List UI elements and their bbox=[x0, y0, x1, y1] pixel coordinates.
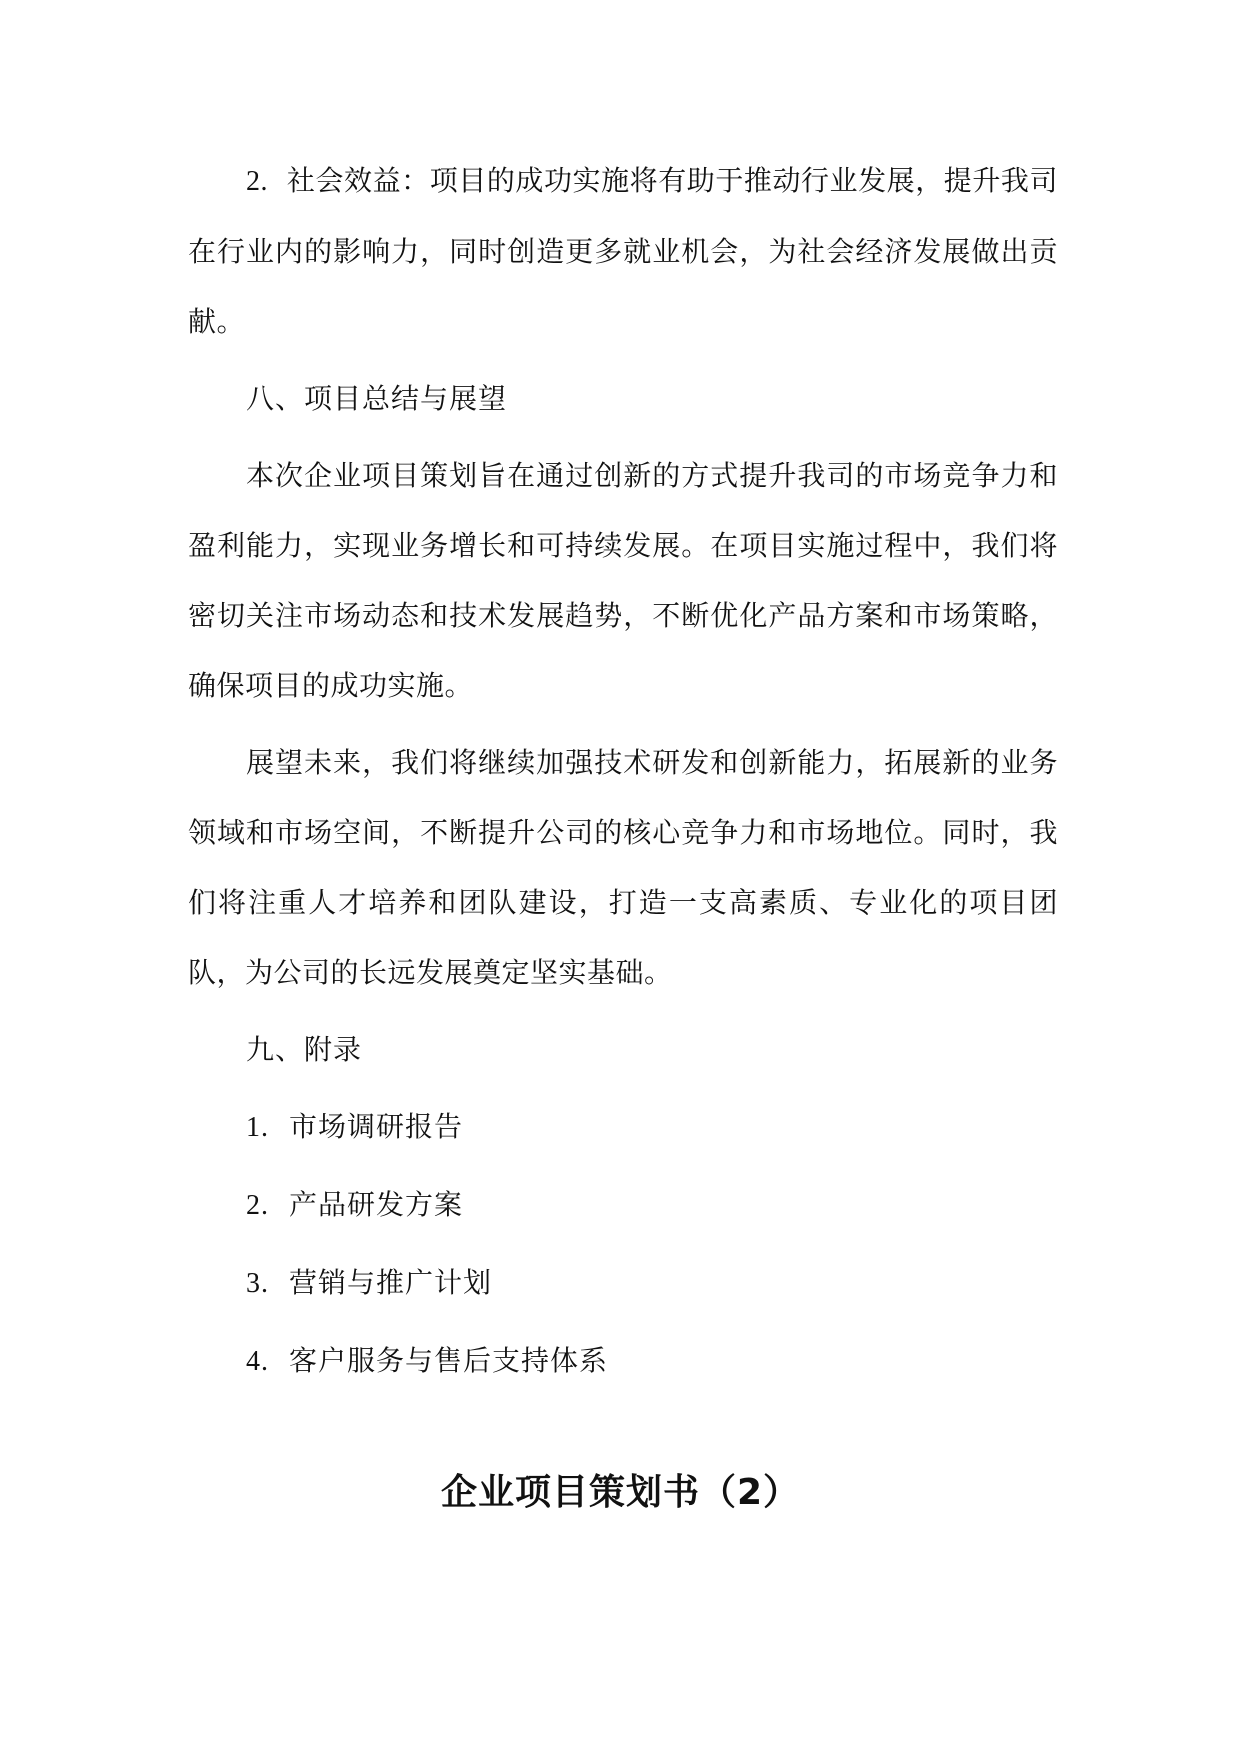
appendix-item bbox=[188, 1248, 1058, 1319]
section-8-heading: 八、项目总结与展望 bbox=[246, 382, 508, 415]
appendix-item bbox=[188, 1326, 1058, 1397]
section-9-heading: 九、附录 bbox=[246, 1033, 363, 1066]
document-body bbox=[188, 146, 1058, 1404]
summary-paragraph: 本次企业项目策划旨在通过创新的方式提升我司的市场竞争力和盈利能力，实现业务增长和可持续发展。在项目实施过程中，我们将密切关注市场动态和技术发展趋势，不断优化产品方案和市场策略，确保项目的成功实施。 bbox=[188, 459, 1058, 702]
appendix-item-number: 3. bbox=[246, 1268, 269, 1299]
appendix-item-number: 2. bbox=[246, 1190, 269, 1221]
social-benefit-text: 社会效益：项目的成功实施将有助于推动行业发展，提升我司在行业内的影响力，同时创造更多就业机会，为社会经济发展做出贡献。 bbox=[188, 164, 1058, 338]
appendix-item-number: 1. bbox=[246, 1112, 269, 1143]
social-benefit-paragraph bbox=[188, 146, 1058, 357]
appendix-item-number: 4. bbox=[246, 1346, 269, 1377]
next-document-title: 企业项目策划书（2） bbox=[440, 1472, 801, 1513]
appendix-item-text: 营销与推广计划 bbox=[289, 1266, 493, 1299]
appendix-item-text: 市场调研报告 bbox=[289, 1110, 464, 1143]
appendix-item bbox=[188, 1092, 1058, 1163]
social-benefit-number: 2. bbox=[246, 166, 268, 197]
appendix-item bbox=[188, 1170, 1058, 1241]
appendix-item-text: 产品研发方案 bbox=[289, 1188, 464, 1221]
appendix-item-text: 客户服务与售后支持体系 bbox=[289, 1344, 609, 1377]
outlook-paragraph: 展望未来，我们将继续加强技术研发和创新能力，拓展新的业务领域和市场空间，不断提升公司的核心竞争力和市场地位。同时，我们将注重人才培养和团队建设，打造一支高素质、专业化的项目团队，为公司的长远发展奠定坚实基础。 bbox=[188, 746, 1058, 989]
